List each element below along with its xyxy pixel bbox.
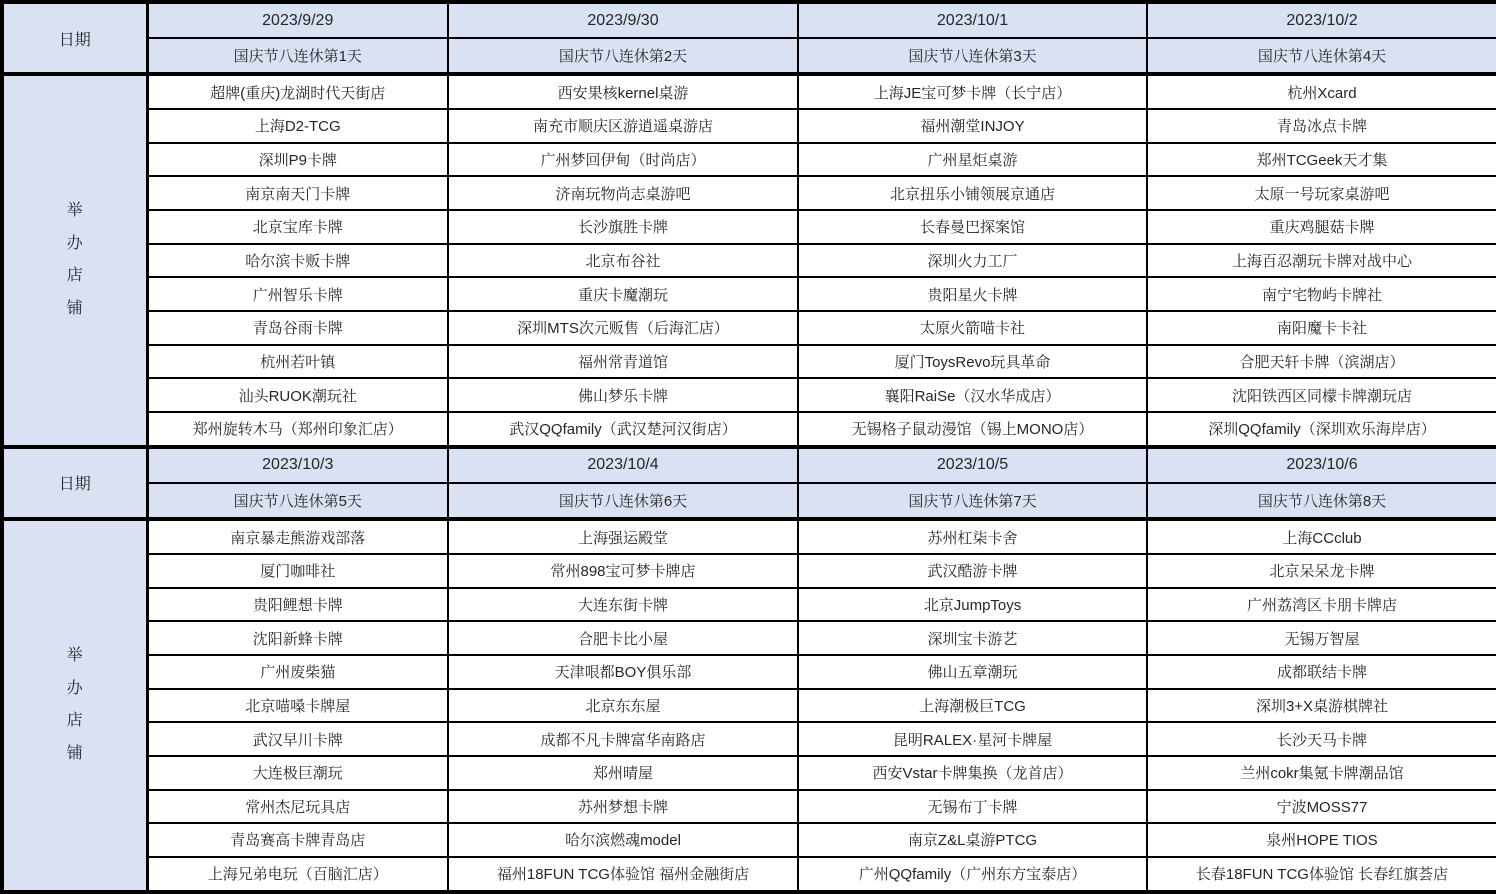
shop-cell: 郑州旋转木马（郑州印象汇店）	[147, 412, 448, 447]
shop-cell: 兰州cokr集氪卡牌潮品馆	[1147, 756, 1496, 790]
shop-cell: 武汉酷游卡牌	[798, 554, 1147, 588]
shop-cell: 苏州梦想卡牌	[448, 790, 798, 824]
shop-cell: 北京JumpToys	[798, 588, 1147, 622]
shop-cell: 哈尔滨燃魂model	[448, 823, 798, 857]
shop-cell: 深圳火力工厂	[798, 244, 1147, 278]
shop-cell: 贵阳星火卡牌	[798, 277, 1147, 311]
shop-cell: 上海潮极巨TCG	[798, 689, 1147, 723]
date-cell: 2023/10/4	[448, 447, 798, 483]
shop-cell: 佛山五章潮玩	[798, 655, 1147, 689]
shop-cell: 长春曼巴探案馆	[798, 210, 1147, 244]
shop-cell: 成都联结卡牌	[1147, 655, 1496, 689]
shop-cell: 长沙天马卡牌	[1147, 722, 1496, 756]
shop-cell: 北京宝库卡牌	[147, 210, 448, 244]
shop-cell: 大连东街卡牌	[448, 588, 798, 622]
shop-cell: 重庆卡魔潮玩	[448, 277, 798, 311]
shop-cell: 广州QQfamily（广州东方宝泰店）	[798, 857, 1147, 892]
shop-cell: 佛山梦乐卡牌	[448, 378, 798, 412]
shop-cell: 长沙旗胜卡牌	[448, 210, 798, 244]
shop-cell: 合肥卡比小屋	[448, 621, 798, 655]
shop-cell: 广州星炬桌游	[798, 143, 1147, 177]
holiday-day-cell: 国庆节八连休第2天	[448, 38, 798, 74]
shop-cell: 无锡格子鼠动漫馆（锡上MONO店）	[798, 412, 1147, 447]
shop-cell: 深圳宝卡游艺	[798, 621, 1147, 655]
holiday-day-cell: 国庆节八连休第4天	[1147, 38, 1496, 74]
holiday-day-cell: 国庆节八连休第3天	[798, 38, 1147, 74]
shop-cell: 太原一号玩家桌游吧	[1147, 176, 1496, 210]
shop-cell: 太原火箭喵卡社	[798, 311, 1147, 345]
shop-cell: 郑州晴屋	[448, 756, 798, 790]
shop-cell: 深圳P9卡牌	[147, 143, 448, 177]
date-row-label: 日期	[2, 447, 147, 519]
shop-cell: 北京扭乐小铺领展京通店	[798, 176, 1147, 210]
shop-cell: 广州梦回伊甸（时尚店）	[448, 143, 798, 177]
shop-cell: 上海CCclub	[1147, 519, 1496, 554]
shop-cell: 天津哏都BOY俱乐部	[448, 655, 798, 689]
shop-cell: 深圳3+X桌游棋牌社	[1147, 689, 1496, 723]
shop-cell: 哈尔滨卡贩卡牌	[147, 244, 448, 278]
shop-cell: 南充市顺庆区游逍遥桌游店	[448, 109, 798, 143]
shop-cell: 北京布谷社	[448, 244, 798, 278]
shop-cell: 福州18FUN TCG体验馆 福州金融街店	[448, 857, 798, 892]
shop-cell: 长春18FUN TCG体验馆 长春红旗荟店	[1147, 857, 1496, 892]
shop-cell: 杭州Xcard	[1147, 74, 1496, 109]
holiday-day-cell: 国庆节八连休第7天	[798, 483, 1147, 519]
date-row-label: 日期	[2, 2, 147, 74]
shop-cell: 西安Vstar卡牌集换（龙首店）	[798, 756, 1147, 790]
holiday-day-cell: 国庆节八连休第5天	[147, 483, 448, 519]
shop-cell: 超牌(重庆)龙湖时代天街店	[147, 74, 448, 109]
shops-row-label	[2, 74, 147, 447]
shop-cell: 郑州TCGeek天才集	[1147, 143, 1496, 177]
shop-cell: 广州荔湾区卡朋卡牌店	[1147, 588, 1496, 622]
shop-cell: 襄阳RaiSe（汉水华成店）	[798, 378, 1147, 412]
shop-cell: 常州杰尼玩具店	[147, 790, 448, 824]
holiday-day-cell: 国庆节八连休第1天	[147, 38, 448, 74]
shop-cell: 汕头RUOK潮玩社	[147, 378, 448, 412]
shop-cell: 南京Z&L桌游PTCG	[798, 823, 1147, 857]
shop-cell: 武汉早川卡牌	[147, 722, 448, 756]
shop-cell: 广州废柴猫	[147, 655, 448, 689]
shop-cell: 沈阳新蜂卡牌	[147, 621, 448, 655]
shop-cell: 厦门ToysRevo玩具革命	[798, 345, 1147, 379]
shop-cell: 南宁宅物屿卡牌社	[1147, 277, 1496, 311]
shop-cell: 常州898宝可梦卡牌店	[448, 554, 798, 588]
shop-cell: 成都不凡卡牌富华南路店	[448, 722, 798, 756]
shop-cell: 苏州杠柒卡舍	[798, 519, 1147, 554]
date-cell: 2023/9/29	[147, 2, 448, 38]
shop-cell: 泉州HOPE TIOS	[1147, 823, 1496, 857]
shop-cell: 北京东东屋	[448, 689, 798, 723]
shop-cell: 上海强运殿堂	[448, 519, 798, 554]
shop-cell: 深圳MTS次元贩售（后海汇店）	[448, 311, 798, 345]
shop-cell: 北京喵嗓卡牌屋	[147, 689, 448, 723]
date-cell: 2023/10/3	[147, 447, 448, 483]
holiday-day-cell: 国庆节八连休第6天	[448, 483, 798, 519]
shop-cell: 无锡万智屋	[1147, 621, 1496, 655]
shop-cell: 宁波MOSS77	[1147, 790, 1496, 824]
shop-cell: 贵阳鲤想卡牌	[147, 588, 448, 622]
holiday-day-cell: 国庆节八连休第8天	[1147, 483, 1496, 519]
shop-cell: 武汉QQfamily（武汉楚河汉街店）	[448, 412, 798, 447]
shops-row-label-text: 举办店铺	[66, 201, 83, 318]
shop-cell: 青岛冰点卡牌	[1147, 109, 1496, 143]
shop-cell: 西安果核kernel桌游	[448, 74, 798, 109]
shop-cell: 大连极巨潮玩	[147, 756, 448, 790]
date-cell: 2023/10/6	[1147, 447, 1496, 483]
shop-cell: 上海百忍潮玩卡牌对战中心	[1147, 244, 1496, 278]
shop-cell: 沈阳铁西区同檬卡牌潮玩店	[1147, 378, 1496, 412]
shop-cell: 南京暴走熊游戏部落	[147, 519, 448, 554]
shop-cell: 重庆鸡腿菇卡牌	[1147, 210, 1496, 244]
shop-cell: 上海兄弟电玩（百脑汇店）	[147, 857, 448, 892]
shop-cell: 昆明RALEX·星河卡牌屋	[798, 722, 1147, 756]
shop-cell: 南京南天门卡牌	[147, 176, 448, 210]
date-cell: 2023/10/1	[798, 2, 1147, 38]
date-cell: 2023/10/5	[798, 447, 1147, 483]
date-cell: 2023/10/2	[1147, 2, 1496, 38]
shop-cell: 济南玩物尚志桌游吧	[448, 176, 798, 210]
shop-cell: 厦门咖啡社	[147, 554, 448, 588]
shop-cell: 北京呆呆龙卡牌	[1147, 554, 1496, 588]
shop-cell: 福州常青道馆	[448, 345, 798, 379]
shop-cell: 上海JE宝可梦卡牌（长宁店）	[798, 74, 1147, 109]
shop-cell: 青岛谷雨卡牌	[147, 311, 448, 345]
shop-cell: 青岛赛高卡牌青岛店	[147, 823, 448, 857]
shop-cell: 福州潮堂INJOY	[798, 109, 1147, 143]
shop-cell: 合肥天轩卡牌（滨湖店）	[1147, 345, 1496, 379]
date-cell: 2023/9/30	[448, 2, 798, 38]
shops-row-label-text: 举办店铺	[66, 646, 83, 763]
shop-cell: 无锡布丁卡牌	[798, 790, 1147, 824]
shop-cell: 深圳QQfamily（深圳欢乐海岸店）	[1147, 412, 1496, 447]
shop-cell: 广州智乐卡牌	[147, 277, 448, 311]
shop-cell: 上海D2-TCG	[147, 109, 448, 143]
shops-row-label	[2, 519, 147, 892]
shop-cell: 南阳魔卡卡社	[1147, 311, 1496, 345]
shop-cell: 杭州若叶镇	[147, 345, 448, 379]
